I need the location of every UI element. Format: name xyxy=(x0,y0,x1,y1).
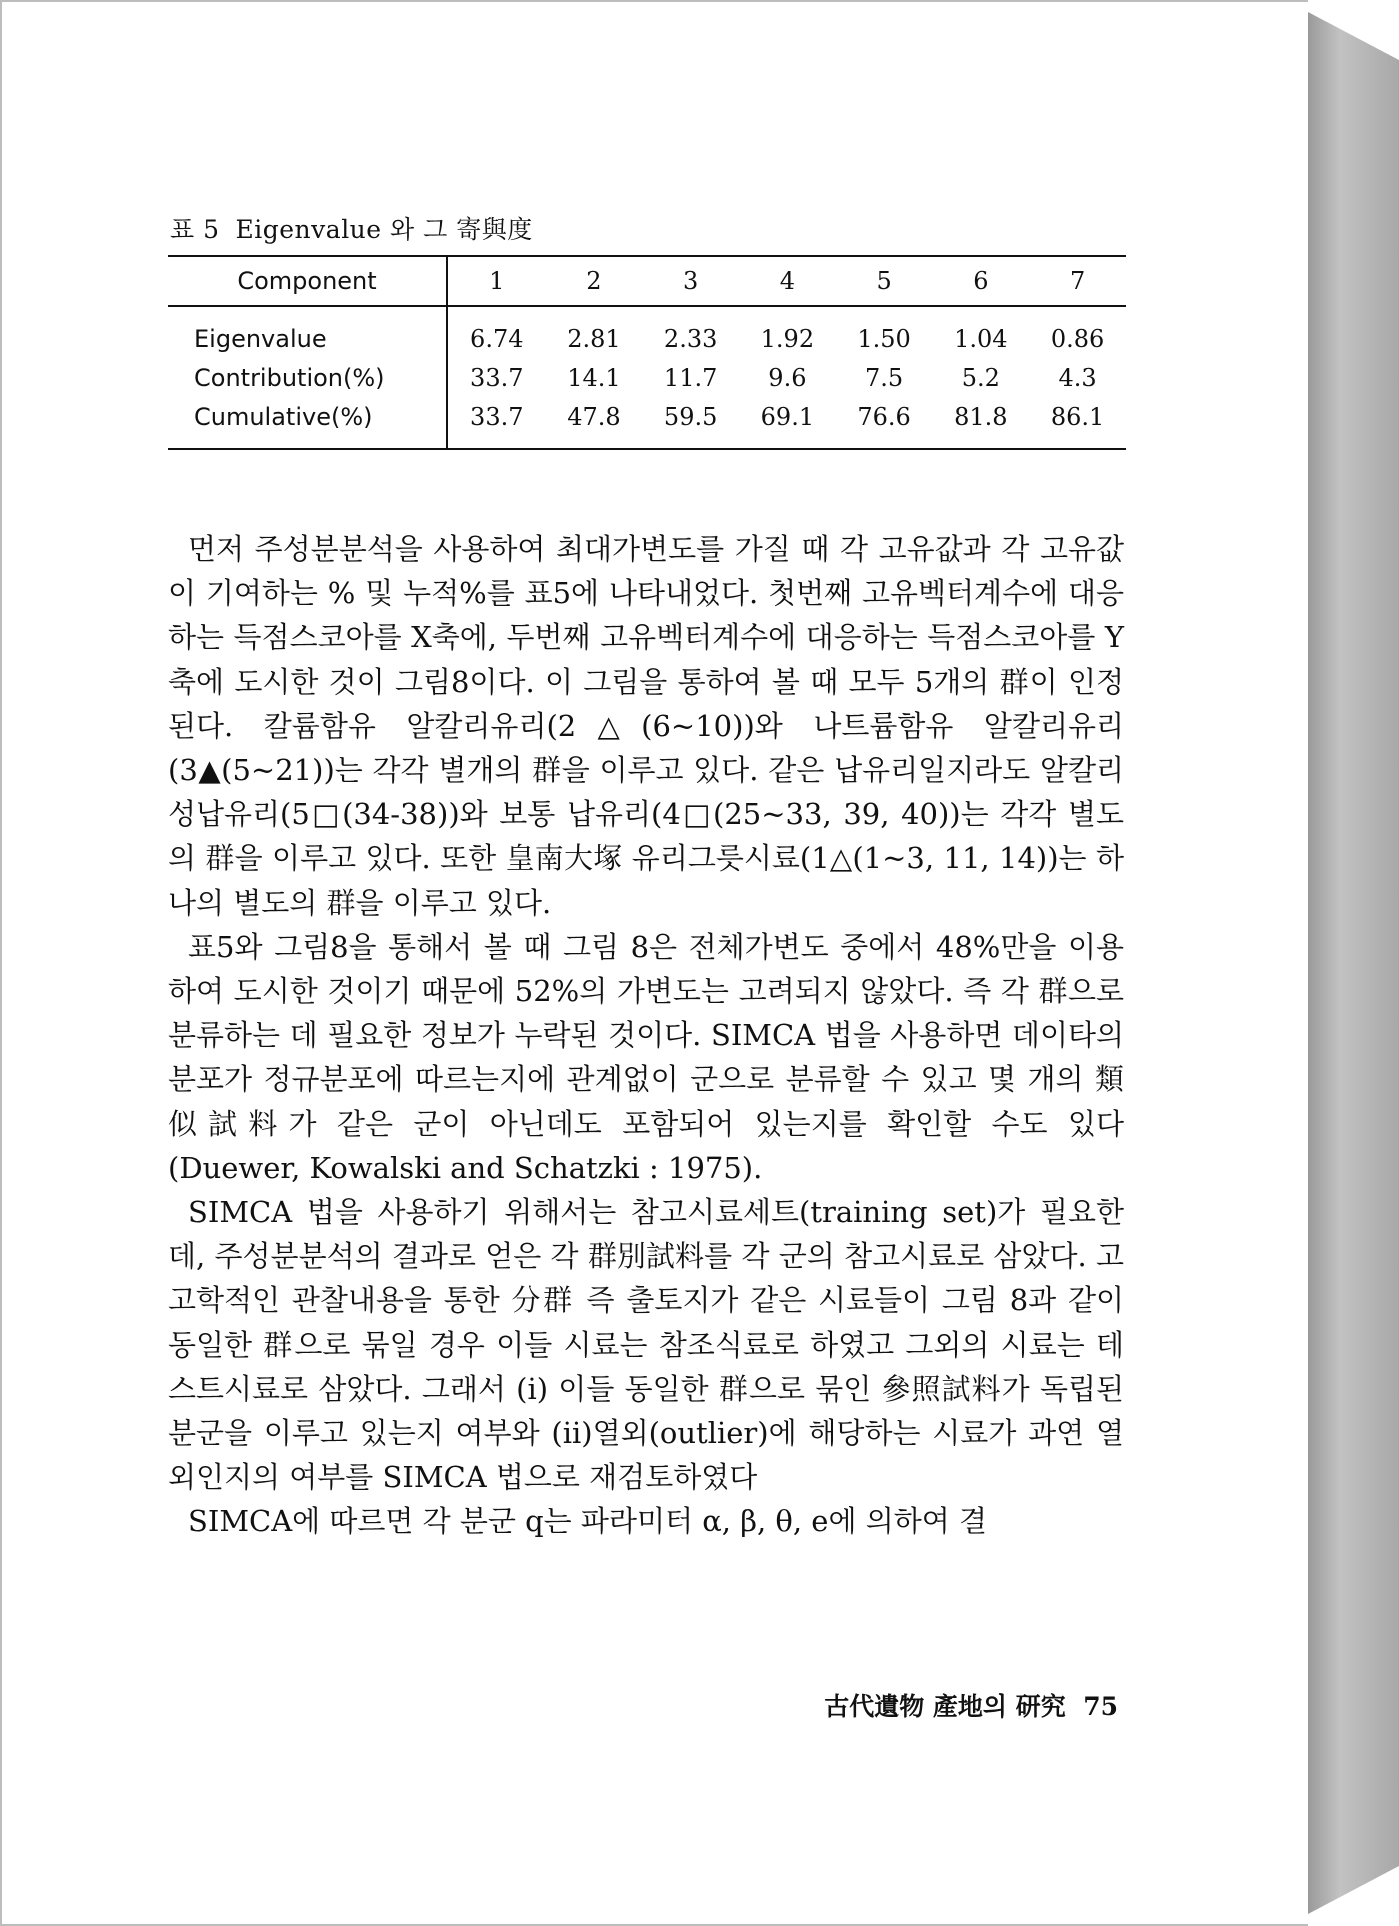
table-cell: 1.04 xyxy=(954,324,1008,353)
page-number: 75 xyxy=(1083,1692,1118,1721)
table-cell: 33.7 xyxy=(470,363,524,392)
header-label: Component xyxy=(168,256,447,306)
table-row xyxy=(168,397,1126,449)
table-cell: 7.5 xyxy=(865,363,904,392)
table-cell: 2.33 xyxy=(663,324,718,353)
page-footer xyxy=(762,1687,1118,1723)
table-cell: 1.92 xyxy=(760,324,815,353)
table-cell: 6.74 xyxy=(470,324,524,353)
paragraph: SIMCA 법을 사용하기 위해서는 참고시료세트(training set)가 필요한데, 주성분분석의 결과로 얻은 각 群別試料를 각 군의 참고시료로 삼았다. 고고학적인 관찰내용을 통한 分群 즉 출토지가 같은 시료들이 그림 8과 같이 동일한 群으로 묶일 경우 이들 시료는 참조식료로 하였고 그외의 시료는 테스트시료로 삼았다. 그래서 (i) 이들 동일한 群으로 묶인 參照試料가 독립된 분군을 이루고 있는지 여부와 (ii)열외(outlier)에 해당하는 시료가 과연 열외인지의 여부를 SIMCA 법으로 재검토하였다 xyxy=(168,1195,1124,1495)
table-title: Eigenvalue 와 그 寄與度 xyxy=(235,215,533,244)
component-header: 2 xyxy=(546,256,643,306)
component-header: 5 xyxy=(836,256,933,306)
component-header: 3 xyxy=(642,256,739,306)
table-cell: 2.81 xyxy=(567,324,621,353)
table-cell: 81.8 xyxy=(932,397,1029,449)
table-cell: 76.6 xyxy=(836,397,933,449)
row-label: Eigenvalue xyxy=(168,306,447,358)
component-header: 4 xyxy=(739,256,836,306)
table-cell: 4.3 xyxy=(1058,363,1097,392)
row-label: Contribution(%) xyxy=(168,358,447,397)
component-header: 6 xyxy=(932,256,1029,306)
table-row xyxy=(168,306,1126,358)
table-cell: 59.5 xyxy=(642,397,739,449)
table-cell: 1.50 xyxy=(857,324,911,353)
table-caption xyxy=(170,210,549,246)
book-page-edge xyxy=(1308,0,1399,1926)
table-row xyxy=(168,358,1126,397)
table-cell: 47.8 xyxy=(546,397,643,449)
running-title: 古代遺物 產地의 研究 xyxy=(824,1692,1066,1721)
table-cell: 5.2 xyxy=(961,363,1000,392)
paragraph: 먼저 주성분분석을 사용하여 최대가변도를 가질 때 각 고유값과 각 고유값이 기여하는 % 및 누적%를 표5에 나타내었다. 첫번째 고유벡터계수에 대응하는 득점스코아를 X축에, 두번째 고유벡터계수에 대응하는 득점스코아를 Y축에 도시한 것이 그림8이다. 이 그림을 통하여 볼 때 모두 5개의 群이 인정된다. 칼륨함유 알칼리유리(2△(6~10))와 나트륨함유 알칼리유리(3▲(5~21))는 각각 별개의 群을 이루고 있다. 같은 납유리일지라도 알칼리성납유리(5□(34-38))와 보통 납유리(4□(25~33, 39, 40))는 각각 별도의 群을 이루고 있다. 또한 皇南大塚 유리그릇시료(1△(1~3, 11, 14))는 하나의 별도의 群을 이루고 있다. xyxy=(168,532,1124,920)
body-text xyxy=(168,527,1124,1544)
component-header: 1 xyxy=(447,256,546,306)
table-cell: 69.1 xyxy=(739,397,836,449)
paragraph: SIMCA에 따르면 각 분군 q는 파라미터 α, β, θ, e에 의하여 결 xyxy=(188,1504,987,1539)
table-number: 표 5 xyxy=(170,215,220,244)
table-cell: 33.7 xyxy=(447,397,546,449)
table-header-row xyxy=(168,256,1126,306)
table-cell: 86.1 xyxy=(1029,397,1126,449)
table-cell: 11.7 xyxy=(663,363,718,392)
paragraph: 표5와 그림8을 통해서 볼 때 그림 8은 전체가변도 중에서 48%만을 이용하여 도시한 것이기 때문에 52%의 가변도는 고려되지 않았다. 즉 각 群으로 분류하는 데 필요한 정보가 누락된 것이다. SIMCA 법을 사용하면 데이타의 분포가 정규분포에 따르는지에 관계없이 군으로 분류할 수 있고 몇 개의 類似試料가 같은 군이 아닌데도 포함되어 있는지를 확인할 수도 있다(Duewer, Kowalski and Schatzki : 1975). xyxy=(168,929,1124,1185)
row-label: Cumulative(%) xyxy=(168,397,447,449)
table-cell: 9.6 xyxy=(768,363,807,392)
component-header: 7 xyxy=(1029,256,1126,306)
table-cell: 14.1 xyxy=(567,363,621,392)
table-cell: 0.86 xyxy=(1050,324,1105,353)
eigenvalue-table xyxy=(168,255,1126,450)
